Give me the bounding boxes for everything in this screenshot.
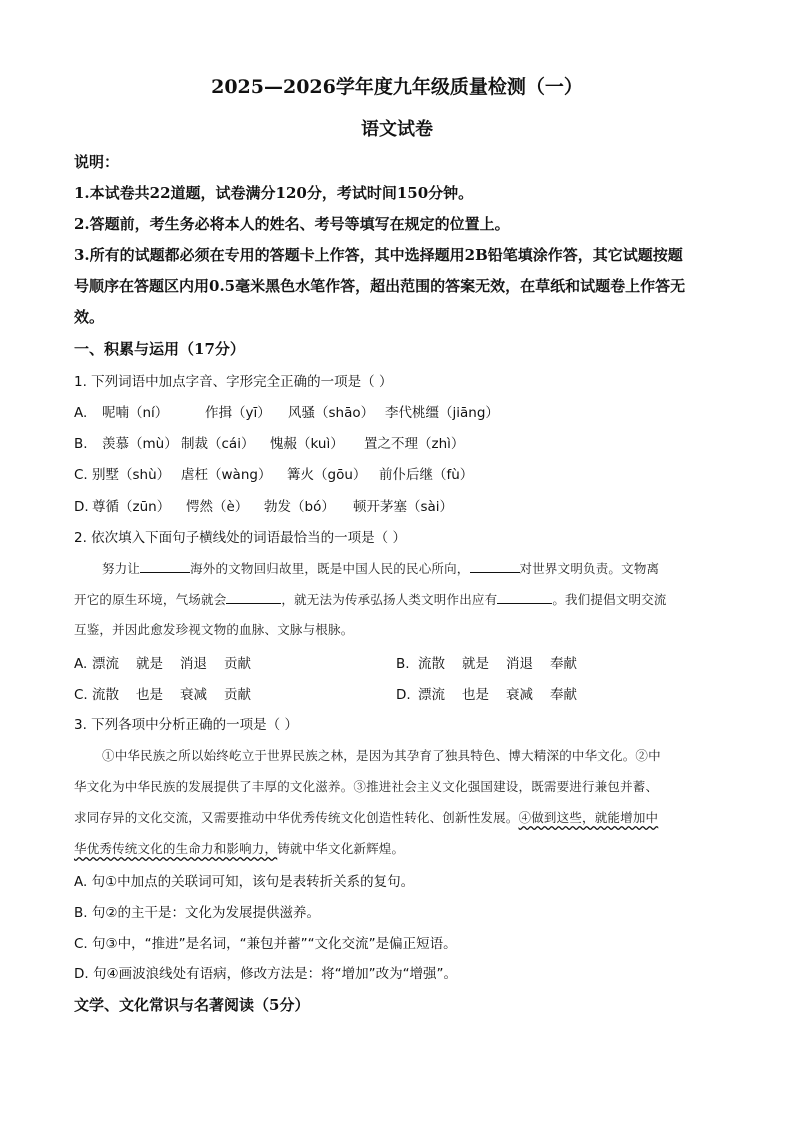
fill-blank — [470, 560, 520, 573]
question-2-option — [74, 652, 251, 672]
option-word: 尊循（zūn） — [92, 499, 171, 515]
passage-text: 海外的文物回归故里，既是中国人民的民心所向， — [190, 561, 470, 576]
option-word: 贡献 — [224, 656, 251, 672]
option-letter: B. — [396, 656, 410, 672]
option-word: 漂流 — [92, 656, 119, 672]
question-3-option-d: D. 句④画波浪线处有语病，修改方法是：将“增加”改为“增强”。 — [74, 966, 458, 982]
question-2-option — [74, 683, 251, 703]
option-letter: C. — [74, 687, 88, 703]
option-word: 也是 — [136, 687, 163, 703]
passage-text: 。我们提倡文明交流 — [552, 592, 667, 607]
question-1-option — [74, 463, 473, 483]
section-heading: 一、积累与运用（17分） — [74, 340, 245, 358]
option-word: 呢喃（ní） — [102, 405, 169, 421]
option-letter: D. — [74, 499, 89, 515]
option-word: 贡献 — [224, 687, 251, 703]
passage-text: 求同存异的文化交流，又需要推动中华优秀传统文化创造性转化、创新性发展。 — [74, 810, 519, 825]
option-letter: C. — [74, 467, 88, 483]
option-letter: B. — [74, 436, 88, 452]
question-2-option — [396, 683, 577, 703]
question-3-passage-line: 华文化为中华民族的发展提供了丰厚的文化滋养。③推进社会主义文化强国建设，既需要进行兼包并蓄、 — [74, 779, 659, 794]
option-word: 就是 — [462, 656, 489, 672]
option-word: 风骚（shāo） — [288, 405, 375, 421]
wavy-underlined-text: ④做到这些，就能增加中 — [518, 810, 659, 825]
option-word: 漂流 — [418, 687, 445, 703]
option-word: 虐枉（wàng） — [181, 467, 272, 483]
option-letter: A. — [74, 405, 88, 421]
passage-text: 努力让 — [102, 561, 141, 576]
question-2-passage-line: 互鉴，并因此愈发珍视文物的血脉、文脉与根脉。 — [74, 622, 354, 637]
option-word: 李代桃缰（jiāng） — [385, 405, 499, 421]
option-word: 篝火（gōu） — [287, 467, 367, 483]
option-word: 勃发（bó） — [264, 499, 335, 515]
page-title: 2025—2026学年度九年级质量检测（一） — [211, 76, 583, 98]
passage-text: 对世界文明负责。文物离 — [519, 561, 660, 576]
option-letter: D. — [396, 687, 411, 703]
wavy-underlined-text: 华优秀传统文化的生命力和影响力， — [74, 841, 278, 856]
option-word: 奉献 — [550, 656, 577, 672]
instruction-3-line2: 号顺序在答题区内用0.5毫米黑色水笔作答，超出范围的答案无效，在草纸和试题卷上作答无 — [74, 277, 686, 295]
option-word: 愧赧（kuì） — [270, 436, 344, 452]
question-2-passage-line — [102, 559, 659, 577]
section-heading: 文学、文化常识与名著阅读（5分） — [74, 996, 310, 1014]
question-3-passage-line — [74, 808, 658, 826]
option-word: 衰减 — [180, 687, 207, 703]
option-word: 置之不理（zhì） — [364, 436, 465, 452]
option-word: 愕然（è） — [186, 499, 249, 515]
option-word: 消退 — [180, 656, 207, 672]
option-word: 作揖（yī） — [205, 405, 271, 421]
question-1-option — [74, 495, 453, 515]
option-word: 流散 — [92, 687, 119, 703]
question-1-option — [74, 432, 464, 452]
instruction-2: 2.答题前，考生务必将本人的姓名、考号等填写在规定的位置上。 — [74, 215, 510, 233]
page-subtitle: 语文试卷 — [361, 119, 433, 140]
option-word: 制裁（cái） — [181, 436, 255, 452]
option-word: 流散 — [418, 656, 445, 672]
option-word: 别墅（shù） — [92, 467, 171, 483]
instruction-1: 1.本试卷共22道题，试卷满分120分，考试时间150分钟。 — [74, 184, 474, 202]
option-word: 衰减 — [506, 687, 533, 703]
instructions-heading: 说明： — [74, 153, 120, 171]
question-2-stem: 2. 依次填入下面句子横线处的词语最恰当的一项是（ ） — [74, 530, 406, 546]
option-word: 就是 — [136, 656, 163, 672]
passage-text: 铸就中华文化新辉煌。 — [277, 841, 405, 856]
passage-text: 开它的原生环境，气场就会 — [74, 592, 227, 607]
question-3-option-c: C. 句③中，“推进”是名词，“兼包并蓄”“文化交流”是偏正短语。 — [74, 936, 457, 952]
question-3-passage-line — [74, 839, 404, 857]
question-2-passage-line — [74, 590, 667, 608]
fill-blank — [497, 591, 552, 604]
option-letter: A. — [74, 656, 88, 672]
option-word: 也是 — [462, 687, 489, 703]
option-word: 消退 — [506, 656, 533, 672]
option-word: 前仆后继（fù） — [379, 467, 474, 483]
question-3-option-a: A. 句①中加点的关联词可知，该句是表转折关系的复句。 — [74, 874, 415, 890]
question-3-stem: 3. 下列各项中分析正确的一项是（ ） — [74, 717, 298, 733]
question-1-stem: 1. 下列词语中加点字音、字形完全正确的一项是（ ） — [74, 374, 393, 390]
passage-text: ，就无法为传承弘扬人类文明作出应有 — [281, 592, 498, 607]
question-3-option-b: B. 句②的主干是：文化为发展提供滋养。 — [74, 905, 320, 921]
fill-blank — [226, 591, 281, 604]
option-word: 羡慕（mù） — [102, 436, 178, 452]
question-3-passage-line: ①中华民族之所以始终屹立于世界民族之林，是因为其孕育了独具特色、博大精深的中华文化。②中 — [102, 748, 661, 763]
fill-blank — [140, 560, 190, 573]
question-1-option — [74, 401, 499, 421]
option-word: 奉献 — [550, 687, 577, 703]
option-word: 顿开茅塞（sài） — [353, 499, 454, 515]
question-2-option — [396, 652, 577, 672]
instruction-3-line3: 效。 — [74, 308, 105, 326]
instruction-3-line1: 3.所有的试题都必须在专用的答题卡上作答，其中选择题用2B铅笔填涂作答，其它试题按题 — [74, 246, 683, 264]
